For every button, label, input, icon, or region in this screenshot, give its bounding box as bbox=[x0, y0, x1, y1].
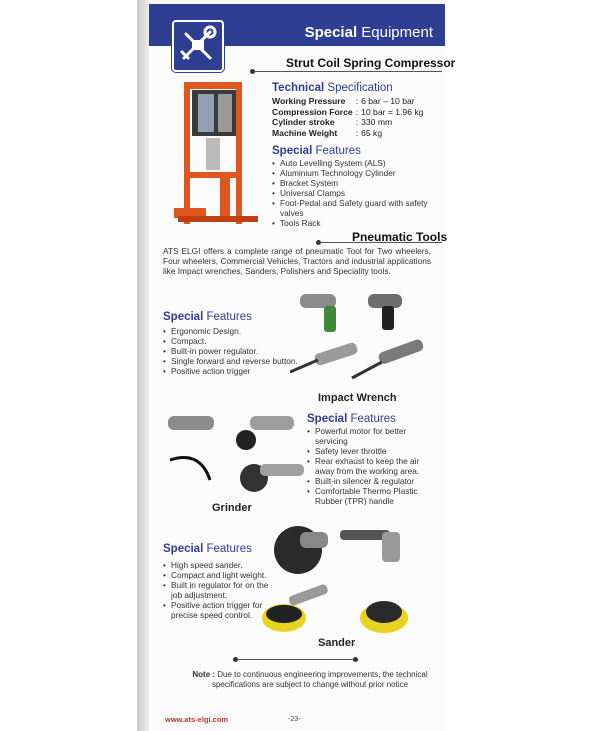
list-item: • Tools Rack bbox=[272, 218, 437, 228]
spec-key: Compression Force bbox=[272, 106, 353, 117]
separator-line bbox=[238, 659, 353, 660]
list-item: • Rear exhaust to keep the air away from the working area. bbox=[307, 456, 439, 476]
features-title-bold: Special bbox=[163, 311, 204, 323]
grinder-features-title bbox=[307, 413, 396, 425]
list-item: • Compact and light weight. bbox=[163, 570, 273, 580]
list-item: • Built-in silencer & regulator bbox=[307, 476, 439, 486]
features-title-light: Features bbox=[315, 145, 361, 157]
features-title-bold: Special bbox=[272, 145, 313, 157]
disclaimer-note bbox=[190, 670, 430, 690]
list-item: • Safety lever throttle bbox=[307, 446, 439, 456]
impact-wrench-caption: Impact Wrench bbox=[318, 392, 397, 404]
list-item: • Aluminium Technology Cylinder bbox=[272, 168, 437, 178]
note-text: Due to continuous engineering improvements, the technical specifications are subject to change without prior notice bbox=[211, 670, 428, 689]
features-title-bold: Special bbox=[163, 543, 204, 555]
spec-key: Cylinder stroke bbox=[272, 117, 335, 127]
pneumatic-tools-title: Pneumatic Tools bbox=[352, 230, 448, 244]
spec-value: 65 kg bbox=[361, 127, 383, 138]
sander-features-list bbox=[163, 560, 273, 620]
features-title-light: Features bbox=[206, 311, 252, 323]
list-item: • Positive action trigger for precise speed control. bbox=[163, 600, 273, 620]
note-label: Note : bbox=[192, 670, 216, 679]
list-item: • Compact. bbox=[163, 336, 303, 346]
page-number: -23- bbox=[288, 716, 301, 723]
impact-features-list bbox=[163, 326, 303, 376]
spec-row bbox=[272, 96, 426, 107]
list-item: • Single forward and reverse button. bbox=[163, 356, 303, 366]
list-item: • Built-in power regulator. bbox=[163, 346, 303, 356]
list-item: • Ergonomic Design. bbox=[163, 326, 303, 336]
strut-compressor-title: Strut Coil Spring Compressor bbox=[286, 56, 456, 70]
spec-separator: : bbox=[355, 127, 359, 138]
impact-features-title bbox=[163, 311, 252, 323]
spec-value: 330 mm bbox=[361, 117, 393, 127]
tech-title-bold: Technical bbox=[272, 82, 325, 94]
strut-features-list bbox=[272, 158, 437, 228]
list-item: • Built in regulator for on the job adjustment. bbox=[163, 580, 273, 600]
list-item: • Comfortable Thermo Plastic Rubber (TPR) handle bbox=[307, 486, 439, 506]
spec-value: 6 bar – 10 bar bbox=[361, 96, 415, 106]
header-title-bold: Special bbox=[304, 24, 358, 41]
grinder-features-list bbox=[307, 426, 439, 506]
list-item: • Universal Clamps bbox=[272, 188, 437, 198]
separator-dot-right bbox=[353, 657, 358, 662]
features-title-light: Features bbox=[206, 543, 252, 555]
sander-caption: Sander bbox=[318, 637, 356, 649]
spec-separator: : bbox=[355, 117, 359, 127]
header-title-light: Equipment bbox=[361, 24, 433, 41]
spec-separator: : bbox=[355, 106, 359, 117]
spec-value: 10 bar = 1.96 kg bbox=[361, 106, 424, 117]
list-item: • Foot-Pedal and Safety guard with safety valves bbox=[272, 198, 437, 218]
sander-features-title bbox=[163, 543, 252, 555]
list-item: • Bracket System bbox=[272, 178, 437, 188]
website-link[interactable]: www.ats-elgi.com bbox=[165, 715, 229, 724]
spec-row bbox=[272, 117, 426, 128]
section-header-title bbox=[305, 24, 433, 41]
spec-key: Machine Weight bbox=[272, 127, 338, 138]
technical-specification-title bbox=[272, 82, 393, 94]
spec-row bbox=[272, 128, 426, 139]
sander-image bbox=[260, 522, 440, 636]
features-title-bold: Special bbox=[307, 413, 348, 425]
grinder-caption: Grinder bbox=[212, 502, 252, 514]
list-item: • Positive action trigger bbox=[163, 366, 303, 376]
spec-key: Working Pressure bbox=[272, 96, 346, 106]
spec-row bbox=[272, 107, 426, 118]
pneumatic-intro-text: ATS ELGI offers a complete range of pneumatic Tool for Two wheelers, Four wheelers, Commercial Vehicles, Tractors and industrial applications like Impact wrenches, Sanders, Polishers and Speciality tools. bbox=[163, 246, 431, 277]
impact-wrench-image bbox=[290, 288, 440, 388]
spec-separator: : bbox=[355, 96, 359, 106]
list-item: • Powerful motor for better servicing bbox=[307, 426, 439, 446]
tech-title-light: Specification bbox=[327, 82, 393, 94]
specification-table bbox=[272, 96, 426, 138]
strut-compressor-image bbox=[170, 78, 266, 228]
tools-logo-icon bbox=[172, 20, 224, 72]
features-title-light: Features bbox=[350, 413, 396, 425]
list-item: • Auto Levelling System (ALS) bbox=[272, 158, 437, 168]
list-item: • High speed sander. bbox=[163, 560, 273, 570]
title-underline bbox=[254, 71, 442, 72]
strut-features-title bbox=[272, 145, 361, 157]
grinder-image bbox=[160, 410, 310, 500]
